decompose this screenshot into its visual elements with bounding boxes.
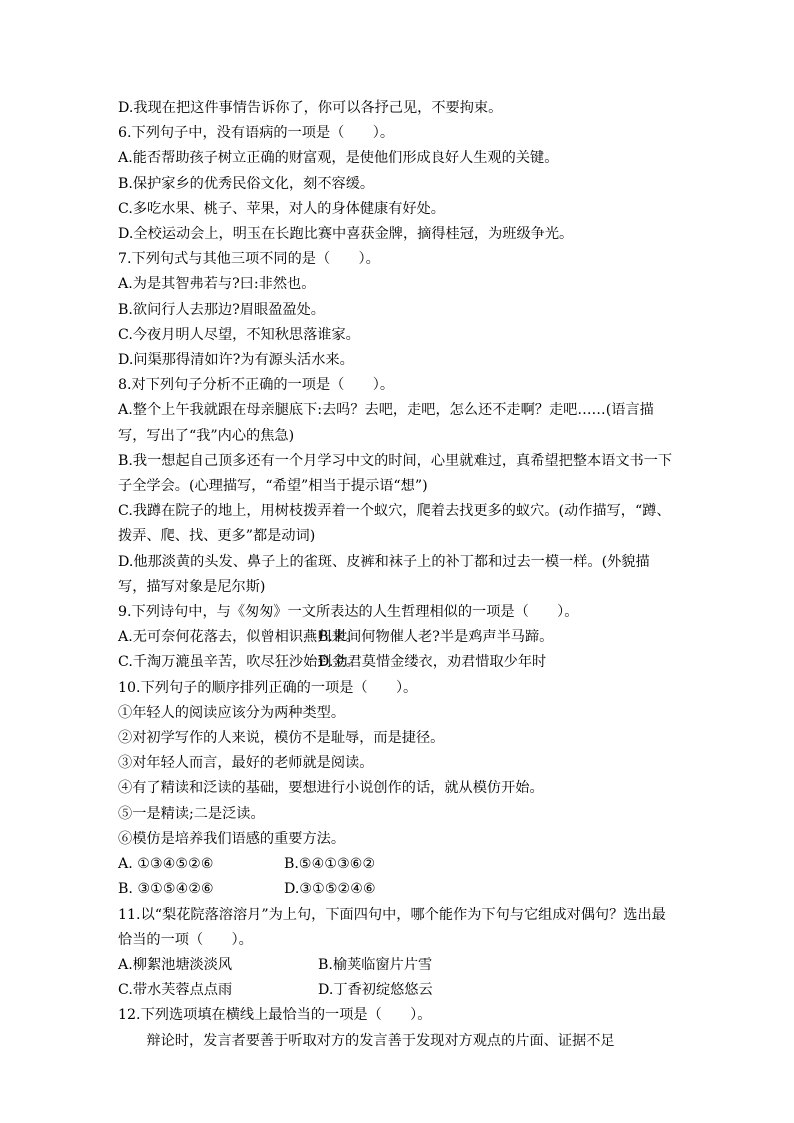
q10-item-4: ④有了精读和泛读的基础，要想进行小说创作的话，就从模仿开始。 — [118, 780, 544, 797]
q11-option-b: B.榆荚临窗片片雪 — [318, 956, 433, 973]
q10-item-2: ②对初学写作的人来说，模仿不是耻辱，而是捷径。 — [118, 730, 445, 747]
q11-options-row-1 — [118, 953, 678, 978]
q7-option-a: A.为是其智弗若与?曰:非然也。 — [118, 276, 316, 293]
q12-stem: 12.下列选项填在横线上最恰当的一项是（ ）。 — [118, 1007, 432, 1024]
q11-options-row-2 — [118, 978, 678, 1003]
q11-stem: 11.以“梨花院落溶溶月”为上句，下面四句中，哪个能作为下句与它组成对偶句？选出最恰当的一项（ ）。 — [118, 906, 666, 948]
q11-option-d: D.丁香初绽悠悠云 — [318, 982, 433, 999]
q10-options-row-1 — [118, 852, 678, 877]
q10-option-c: B. ③①⑤④②⑥ — [118, 881, 214, 898]
q10-option-d: D.③①⑤②④⑥ — [284, 881, 376, 898]
q10-item-3: ③对年轻人而言，最好的老师就是阅读。 — [118, 755, 374, 772]
q9-stem: 9.下列诗句中，与《匆匆》一文所表达的人生哲理相似的一项是（ ）。 — [118, 604, 579, 621]
q12-passage: 辩论时，发言者要善于听取对方的发言善于发现对方观点的片面、证据不足 — [146, 1032, 615, 1049]
q7-option-c: C.今夜月明人尽望，不知秋思落谁家。 — [118, 326, 360, 343]
q6-stem: 6.下列句子中，没有语病的一项是（ ）。 — [118, 125, 395, 142]
q9-option-b: B.世间何物催人老?半是鸡声半马蹄。 — [318, 629, 554, 646]
q6-option-a: A.能否帮助孩子树立正确的财富观，是使他们形成良好人生观的关键。 — [118, 150, 559, 167]
q8-option-d: D.他那淡黄的头发、鼻子上的雀斑、皮裤和袜子上的补丁都和过去一模一样。(外貌描写，描写对象是尼尔斯) — [118, 553, 650, 595]
q8-stem: 8.对下列句子分析不正确的一项是（ ）。 — [118, 377, 395, 394]
q9-option-a: A.无可奈何花落去，似曾相识燕归来。 — [118, 629, 360, 646]
q8-option-c: C.我蹲在院子的地上，用树枝拨弄着一个蚁穴，爬着去找更多的蚁穴。(动作描写，“蹲、拨弄、爬、找、更多”都是动词) — [118, 503, 671, 545]
q7-option-d: D.问渠那得清如许?为有源头活水来。 — [118, 352, 354, 369]
q10-item-1: ①年轻人的阅读应该分为两种类型。 — [118, 704, 346, 721]
q10-item-6: ⑥模仿是培养我们语感的重要方法。 — [118, 830, 346, 847]
q8-option-a: A.整个上午我就跟在母亲腿底下:去吗？去吧，走吧，怎么还不走啊？走吧……(语言描写，写出了“我”内心的焦急) — [118, 402, 654, 444]
q9-options-row-1 — [118, 625, 678, 650]
q6-option-b: B.保护家乡的优秀民俗文化，刻不容缓。 — [118, 175, 375, 192]
q9-option-c: C.千淘万漉虽辛苦，吹尽狂沙始到金。 — [118, 654, 360, 671]
q7-option-b: B.欲问行人去那边?眉眼盈盈处。 — [118, 301, 325, 318]
q9-options-row-2 — [118, 650, 678, 675]
q6-option-d: D.全校运动会上，明玉在长跑比赛中喜获金牌，摘得桂冠，为班级争光。 — [118, 226, 574, 243]
exam-page — [118, 96, 678, 1054]
q8-option-b: B.我一想起自己顶多还有一个月学习中文的时间，心里就难过，真希望把整本语文书一下子全学会。(心理描写，“希望”相当于提示语“想”) — [118, 452, 673, 495]
q7-stem: 7.下列句式与其他三项不同的是（ ）。 — [118, 251, 380, 268]
q10-options-row-2 — [118, 877, 678, 902]
q10-item-5: ⑤一是精读;二是泛读。 — [118, 805, 265, 822]
q10-option-a: A. ①③④⑤②⑥ — [118, 856, 214, 873]
q10-option-b: B.⑤④①③⑥② — [284, 856, 376, 873]
q9-option-d: D.劝君莫惜金缕衣，劝君惜取少年时 — [318, 654, 547, 671]
q6-option-c: C.多吃水果、桃子、苹果，对人的身体健康有好处。 — [118, 200, 445, 217]
q11-option-a: A.柳絮池塘淡淡风 — [118, 956, 233, 973]
q10-stem: 10.下列句子的顺序排列正确的一项是（ ）。 — [118, 679, 418, 696]
q5-option-d: D.我现在把这件事情告诉你了，你可以各抒己见，不要拘束。 — [118, 100, 503, 116]
q11-option-c: C.带水芙蓉点点雨 — [118, 982, 233, 999]
